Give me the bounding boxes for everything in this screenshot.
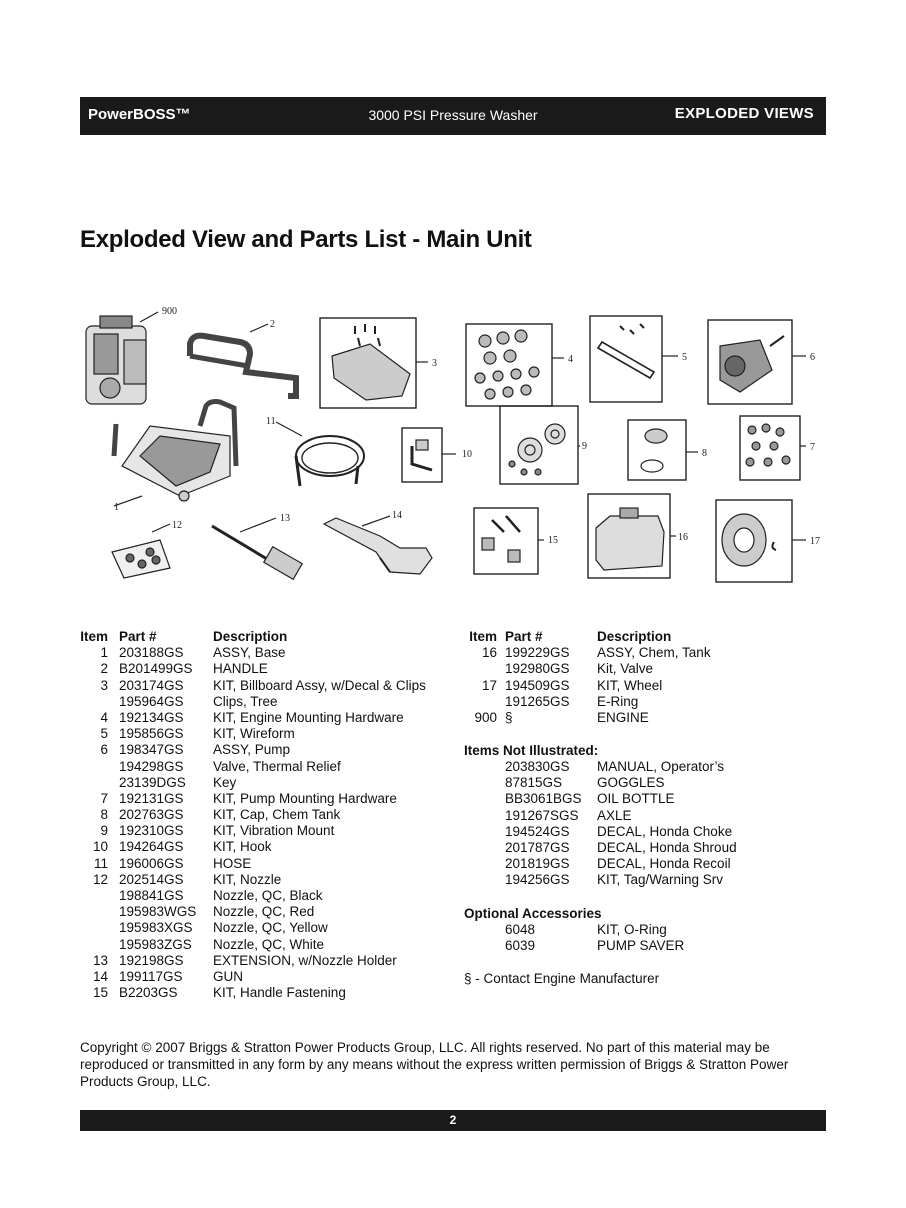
- copyright-line: reproduced or transmitted in any form by any means without the express written permission of Briggs & Stratton Power: [80, 1057, 789, 1072]
- part-number: 194264GS: [119, 839, 184, 855]
- parts-row: [80, 937, 460, 953]
- part-number: 194256GS: [505, 872, 570, 888]
- part-number: 203830GS: [505, 759, 570, 774]
- part-description: ASSY, Chem, Tank: [597, 645, 711, 661]
- parts-row: [80, 759, 460, 775]
- item-number: 1: [100, 645, 108, 661]
- part-description: DECAL, Honda Choke: [597, 823, 733, 839]
- callout-13: 13: [280, 513, 290, 524]
- part-number: 201787GS: [505, 839, 570, 855]
- callout-11: 11: [266, 416, 276, 427]
- callout-3: 3: [432, 358, 437, 369]
- part-number: 191265GS: [505, 693, 570, 709]
- not-illustrated-list: [464, 759, 824, 889]
- part-description: PUMP SAVER: [597, 938, 685, 954]
- part-number: BB3061BGS: [505, 791, 582, 807]
- parts-row: [80, 888, 460, 904]
- item-number: 8: [100, 807, 108, 823]
- parts-row: [80, 645, 460, 661]
- item-number: 15: [92, 985, 108, 1001]
- part-number: 194298GS: [119, 758, 184, 774]
- parts-row: [80, 726, 460, 742]
- part-number: 192198GS: [119, 952, 184, 968]
- part-number: B201499GS: [119, 661, 193, 677]
- part-number: 196006GS: [119, 855, 184, 871]
- part-description: EXTENSION, w/Nozzle Holder: [213, 952, 397, 968]
- part-number: 202763GS: [119, 807, 184, 823]
- item-number: 17: [481, 677, 497, 693]
- engine-note: § - Contact Engine Manufacturer: [464, 971, 660, 986]
- part-number: 192134GS: [119, 709, 184, 725]
- item-number: 5: [100, 726, 108, 742]
- part-number: 202514GS: [119, 871, 184, 887]
- parts-row: [464, 840, 824, 856]
- page-header: [80, 97, 826, 135]
- part-description: KIT, Vibration Mount: [213, 823, 335, 839]
- item-number: 2: [100, 661, 108, 677]
- part-number: 23139DGS: [119, 774, 186, 790]
- callout-10: 10: [462, 449, 472, 460]
- parts-row: [464, 759, 824, 775]
- parts-row: [80, 775, 460, 791]
- part-number: 201819GS: [505, 856, 570, 872]
- column-description: Description: [597, 629, 672, 644]
- item-number: 12: [92, 871, 108, 887]
- part-number: 191267SGS: [505, 807, 579, 823]
- part-description: HOSE: [213, 855, 252, 871]
- part-number: 194509GS: [505, 677, 570, 693]
- exploded-view-diagram: [80, 296, 826, 611]
- part-description: KIT, Cap, Chem Tank: [213, 807, 341, 823]
- column-part: Part #: [505, 629, 543, 644]
- parts-row: [80, 953, 460, 969]
- part-description: KIT, O-Ring: [597, 922, 667, 937]
- item-number: 16: [481, 645, 497, 661]
- part-description: Clips, Tree: [213, 693, 278, 709]
- copyright-line: Copyright © 2007 Briggs & Stratton Power Products Group, LLC. All rights reserved. No part of this material may be: [80, 1040, 770, 1055]
- parts-row: [80, 678, 460, 694]
- parts-row: [80, 920, 460, 936]
- callout-4: 4: [568, 354, 573, 365]
- optional-accessories-list: [464, 922, 824, 954]
- item-number: 10: [92, 839, 108, 855]
- parts-row: [80, 969, 460, 985]
- part-number: 6048: [505, 922, 536, 937]
- part-number: 195856GS: [119, 726, 184, 742]
- column-item: Item: [80, 629, 108, 644]
- part-description: ENGINE: [597, 709, 649, 725]
- parts-row: [80, 661, 460, 677]
- part-number: B2203GS: [119, 985, 178, 1001]
- parts-row: [464, 872, 824, 888]
- brand-name: PowerBOSS™: [88, 106, 191, 123]
- callout-2: 2: [270, 319, 275, 330]
- parts-row: [464, 694, 824, 710]
- part-description: GOGGLES: [597, 775, 665, 791]
- callout-14: 14: [392, 510, 402, 521]
- item-number: 13: [92, 952, 108, 968]
- parts-row: [464, 710, 824, 726]
- callout-8: 8: [702, 448, 707, 459]
- callout-5: 5: [682, 352, 687, 363]
- item-number: 4: [100, 709, 108, 725]
- copyright-notice: [80, 1039, 820, 1090]
- part-description: Kit, Valve: [597, 661, 654, 677]
- part-number: 6039: [505, 938, 536, 954]
- part-description: KIT, Wheel: [597, 677, 663, 693]
- part-description: Valve, Thermal Relief: [213, 758, 341, 774]
- part-description: GUN: [213, 968, 243, 984]
- callout-7: 7: [810, 442, 815, 453]
- callout-17: 17: [810, 536, 820, 547]
- page-number: 2: [80, 1110, 826, 1131]
- part-number: 203188GS: [119, 645, 184, 661]
- part-number: 195964GS: [119, 693, 184, 709]
- page-title: Exploded View and Parts List - Main Unit: [80, 226, 532, 253]
- part-number: 195983XGS: [119, 920, 193, 936]
- part-description: Nozzle, QC, White: [213, 936, 325, 952]
- optional-accessories-heading: Optional Accessories: [464, 906, 602, 921]
- parts-row: [464, 678, 824, 694]
- part-description: KIT, Pump Mounting Hardware: [213, 790, 397, 806]
- callout-12: 12: [172, 520, 182, 531]
- parts-row: [80, 839, 460, 855]
- part-number: 198841GS: [119, 888, 184, 903]
- part-number: §: [505, 709, 513, 725]
- part-description: KIT, Hook: [213, 839, 272, 855]
- item-number: 14: [92, 968, 108, 984]
- part-description: ASSY, Pump: [213, 742, 291, 758]
- part-description: KIT, Tag/Warning Srv: [597, 872, 724, 888]
- parts-row: [80, 791, 460, 807]
- item-number: 11: [93, 855, 108, 871]
- callout-6: 6: [810, 352, 815, 363]
- parts-row: [464, 808, 824, 824]
- column-item: Item: [469, 629, 497, 644]
- parts-row: [80, 985, 460, 1001]
- parts-row: [80, 904, 460, 920]
- part-description: HANDLE: [213, 661, 268, 677]
- callout-9: 9: [582, 441, 587, 452]
- parts-list-header: [464, 629, 824, 645]
- copyright-line: Products Group, LLC.: [80, 1074, 211, 1089]
- part-number: 195983ZGS: [119, 936, 192, 952]
- callout-15: 15: [548, 535, 558, 546]
- parts-row: [464, 775, 824, 791]
- parts-list-right: [464, 629, 824, 726]
- parts-row: [464, 645, 824, 661]
- part-description: KIT, Billboard Assy, w/Decal & Clips: [213, 677, 426, 693]
- exploded-view-drawing: [80, 296, 826, 611]
- part-description: KIT, Wireform: [213, 726, 295, 742]
- parts-row: [80, 856, 460, 872]
- parts-row: [464, 922, 824, 938]
- callout-1: 1: [114, 502, 119, 513]
- part-description: Nozzle, QC, Red: [213, 904, 315, 920]
- parts-row: [464, 938, 824, 954]
- parts-row: [80, 694, 460, 710]
- part-number: 192310GS: [119, 823, 184, 839]
- part-description: E-Ring: [597, 693, 639, 709]
- not-illustrated-heading: Items Not Illustrated:: [464, 743, 599, 758]
- part-number: 192131GS: [119, 790, 184, 806]
- column-description: Description: [213, 629, 288, 644]
- part-description: DECAL, Honda Shroud: [597, 839, 737, 855]
- part-description: KIT, Handle Fastening: [213, 985, 346, 1001]
- part-number: 195983WGS: [119, 904, 197, 920]
- part-number: 203174GS: [119, 677, 184, 693]
- part-number: 199229GS: [505, 645, 570, 661]
- parts-row: [464, 791, 824, 807]
- part-description: KIT, Engine Mounting Hardware: [213, 709, 404, 725]
- parts-row: [80, 710, 460, 726]
- part-description: MANUAL, Operator’s: [597, 759, 725, 774]
- parts-list-left: [80, 629, 460, 1001]
- part-description: Nozzle, QC, Yellow: [213, 920, 328, 936]
- engine-drawing: [86, 316, 146, 404]
- part-description: OIL BOTTLE: [597, 791, 675, 807]
- part-number: 192980GS: [505, 661, 570, 677]
- item-number: 9: [100, 823, 108, 839]
- parts-row: [464, 824, 824, 840]
- parts-row: [80, 742, 460, 758]
- part-description: Key: [213, 774, 237, 790]
- parts-row: [464, 661, 824, 677]
- part-description: AXLE: [597, 807, 632, 823]
- part-number: 194524GS: [505, 823, 570, 839]
- column-part: Part #: [119, 629, 157, 644]
- callout-16: 16: [678, 532, 688, 543]
- item-number: 3: [100, 677, 108, 693]
- parts-list-header: [80, 629, 460, 645]
- parts-row: [80, 823, 460, 839]
- part-description: ASSY, Base: [213, 645, 286, 661]
- item-number: 900: [474, 709, 497, 725]
- part-number: 199117GS: [119, 968, 183, 984]
- parts-row: [80, 807, 460, 823]
- part-description: DECAL, Honda Recoil: [597, 856, 731, 872]
- item-number: 7: [100, 790, 108, 806]
- base-drawing: [114, 402, 236, 502]
- part-number: 87815GS: [505, 775, 563, 791]
- part-description: KIT, Nozzle: [213, 871, 282, 887]
- product-name: 3000 PSI Pressure Washer: [368, 107, 538, 123]
- callout-900: 900: [162, 306, 177, 317]
- parts-row: [80, 872, 460, 888]
- parts-row: [464, 856, 824, 872]
- part-number: 198347GS: [119, 742, 184, 758]
- item-number: 6: [100, 742, 108, 758]
- section-name: EXPLODED VIEWS: [674, 105, 814, 122]
- part-description: Nozzle, QC, Black: [213, 888, 323, 903]
